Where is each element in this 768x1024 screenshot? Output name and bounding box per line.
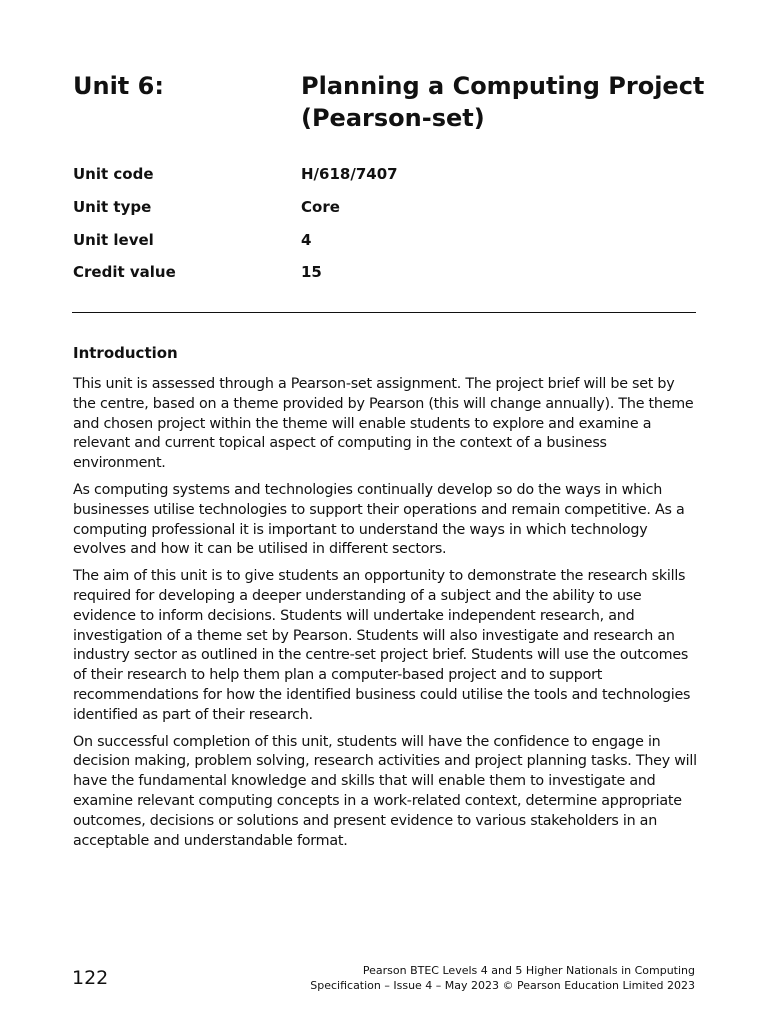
unit-title-line-1: Planning a Computing Project	[301, 72, 705, 100]
meta-value: 4	[301, 230, 312, 249]
meta-value: Core	[301, 198, 340, 217]
page-number: 122	[72, 967, 109, 989]
unit-meta-table	[73, 158, 695, 289]
meta-row-unit-code	[73, 158, 695, 191]
unit-title-line-2: (Pearson-set)	[301, 104, 485, 132]
footer-line-2: Specification – Issue 4 – May 2023 © Pearson Education Limited 2023	[310, 978, 695, 992]
page-footer	[310, 964, 695, 993]
meta-key: Credit value	[73, 263, 176, 282]
body-paragraph: As computing systems and technologies continually develop so do the ways in which businesses utilise technologies to support their operations and remain competitive. As a computing professional it is important to understand the ways in which technology evolves and how it can be utilised in different sectors.	[73, 481, 685, 558]
horizontal-divider	[72, 312, 696, 313]
body-paragraph: The aim of this unit is to give students an opportunity to demonstrate the research skills required for developing a deeper understanding of a subject and the ability to use evidence to inform decisions. Students will undertake independent research, and investigation of a theme set by Pearson. Students will also investigate and research an industry sector as outlined in the centre-set project brief. Students will use the outcomes of their research to help them plan a computer-based project and to support recommendations for how the identified business could utilise the tools and technologies identified as part of their research.	[73, 568, 691, 723]
meta-row-unit-type	[73, 191, 695, 224]
meta-value: 15	[301, 263, 322, 282]
body-paragraph: This unit is assessed through a Pearson-set assignment. The project brief will be set by the centre, based on a theme provided by Pearson (this will change annually). The theme and chosen project within the theme will enable students to explore and examine a relevant and current topical aspect of computing in the context of a business environment.	[73, 376, 694, 472]
introduction-section	[73, 343, 698, 858]
unit-title-heading	[301, 70, 721, 134]
meta-key: Unit code	[73, 165, 154, 184]
meta-row-credit-value	[73, 256, 695, 289]
meta-key: Unit type	[73, 198, 152, 217]
body-paragraph: On successful completion of this unit, students will have the confidence to engage in decision making, problem solving, research activities and project planning tasks. They will have the fundamental knowledge and skills that will enable them to investigate and examine relevant computing concepts in a work-related context, determine appropriate outcomes, decisions or solutions and present evidence to various stakeholders in an acceptable and understandable format.	[73, 733, 697, 849]
section-heading-introduction: Introduction	[73, 344, 178, 362]
unit-number-heading: Unit 6:	[73, 72, 164, 100]
meta-value: H/618/7407	[301, 165, 398, 184]
meta-key: Unit level	[73, 230, 154, 249]
footer-line-1: Pearson BTEC Levels 4 and 5 Higher Nationals in Computing	[362, 964, 695, 977]
meta-row-unit-level	[73, 223, 695, 256]
